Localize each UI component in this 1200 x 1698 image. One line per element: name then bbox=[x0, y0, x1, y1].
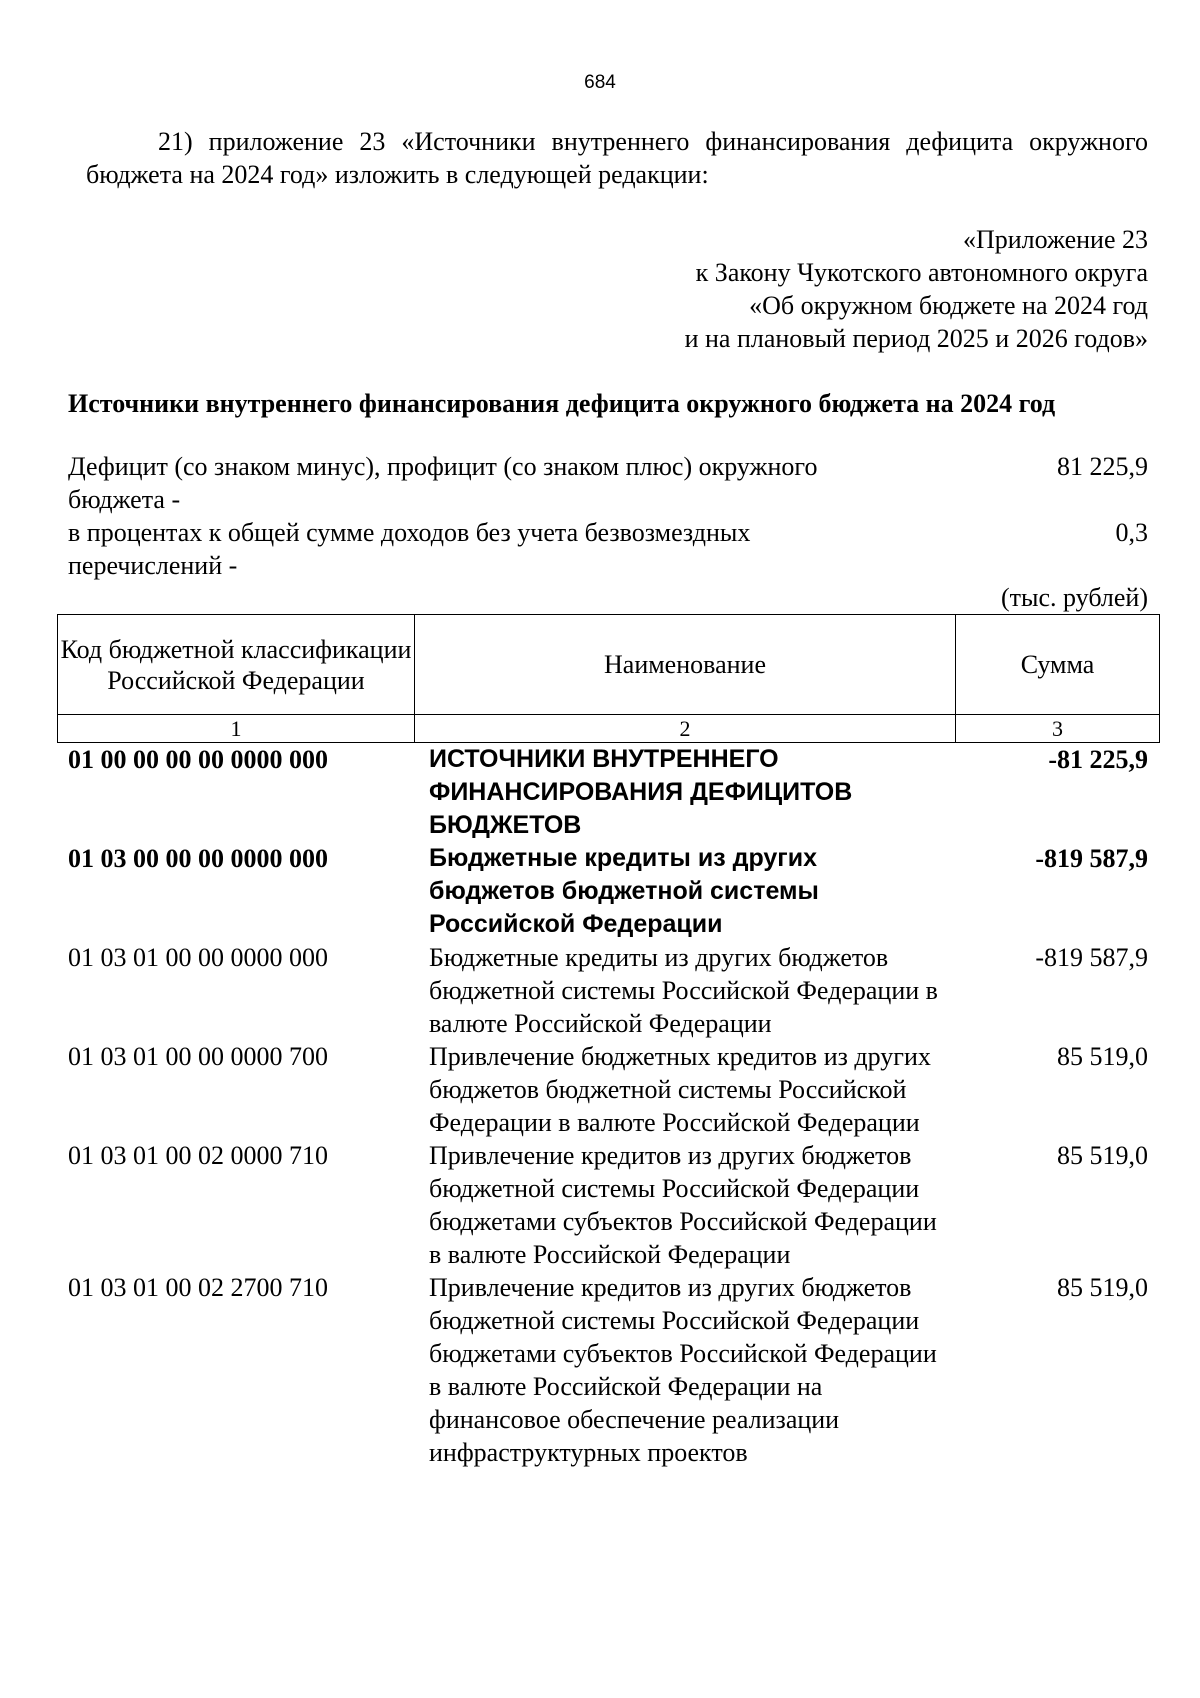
header-amount: Сумма bbox=[956, 615, 1160, 715]
column-number: 1 bbox=[58, 715, 415, 743]
column-number: 2 bbox=[415, 715, 956, 743]
deficit-summary bbox=[68, 450, 1148, 516]
row-code: 01 03 01 00 02 2700 710 bbox=[68, 1273, 328, 1302]
table-body bbox=[57, 743, 1160, 1469]
row-name: Привлечение кредитов из других бюджетов бюджетной системы Российской Федерации бюджетами субъектов Российской Федерации в валюте Российской Федерации на финансовое обеспечение реализации инфраструктурных проектов bbox=[429, 1273, 937, 1467]
column-number: 3 bbox=[956, 715, 1160, 743]
row-name: Бюджетные кредиты из других бюджетов бюджетной системы Российской Федерации bbox=[429, 844, 819, 938]
table-row bbox=[57, 743, 1160, 842]
row-name: Привлечение бюджетных кредитов из других бюджетов бюджетной системы Российской Федерации в валюте Российской Федерации bbox=[429, 1042, 931, 1137]
header-name: Наименование bbox=[415, 615, 956, 715]
table-row bbox=[57, 1040, 1160, 1139]
row-name: Бюджетные кредиты из других бюджетов бюджетной системы Российской Федерации в валюте Российской Федерации bbox=[429, 943, 938, 1038]
row-code: 01 00 00 00 00 0000 000 bbox=[68, 745, 328, 774]
deficit-label: Дефицит (со знаком минус), профицит (со знаком плюс) окружного бюджета - bbox=[68, 452, 818, 514]
table-header bbox=[57, 614, 1160, 743]
row-name: ИСТОЧНИКИ ВНУТРЕННЕГО ФИНАНСИРОВАНИЯ ДЕФИЦИТОВ БЮДЖЕТОВ bbox=[429, 745, 853, 839]
appendix-ref-line: «Об окружном бюджете на 2024 год bbox=[749, 291, 1148, 320]
appendix-ref-line: к Закону Чукотского автономного округа bbox=[695, 258, 1148, 287]
row-code: 01 03 01 00 00 0000 000 bbox=[68, 943, 328, 972]
intro-paragraph: 21) приложение 23 «Источники внутреннего финансирования дефицита окружного бюджета на 2024 год» изложить в следующей редакции: bbox=[86, 127, 1148, 189]
row-amount: 85 519,0 bbox=[1057, 1273, 1148, 1302]
row-code: 01 03 01 00 02 0000 710 bbox=[68, 1141, 328, 1170]
percent-summary bbox=[68, 516, 1148, 582]
table-row bbox=[57, 842, 1160, 941]
page-number: 684 bbox=[584, 72, 616, 93]
deficit-value: 81 225,9 bbox=[1057, 452, 1148, 481]
table-row bbox=[57, 1271, 1160, 1469]
row-amount: 85 519,0 bbox=[1057, 1141, 1148, 1170]
appendix-reference bbox=[685, 223, 1148, 355]
document-title: Источники внутреннего финансирования дефицита окружного бюджета на 2024 год bbox=[68, 389, 1056, 418]
appendix-ref-line: и на плановый период 2025 и 2026 годов» bbox=[684, 324, 1148, 353]
table-row bbox=[57, 1139, 1160, 1271]
row-code: 01 03 01 00 00 0000 700 bbox=[68, 1042, 328, 1071]
appendix-ref-line: «Приложение 23 bbox=[962, 225, 1148, 254]
row-amount: -819 587,9 bbox=[1035, 844, 1148, 873]
units-label: (тыс. рублей) bbox=[1000, 583, 1148, 612]
row-amount: -81 225,9 bbox=[1048, 745, 1148, 774]
row-amount: -819 587,9 bbox=[1035, 943, 1148, 972]
row-name: Привлечение кредитов из других бюджетов бюджетной системы Российской Федерации бюджетами субъектов Российской Федерации в валюте Российской Федерации bbox=[429, 1141, 937, 1269]
percent-value: 0,3 bbox=[1115, 518, 1148, 547]
table-row bbox=[57, 941, 1160, 1040]
percent-label: в процентах к общей сумме доходов без учета безвозмездных перечислений - bbox=[68, 518, 751, 580]
row-code: 01 03 00 00 00 0000 000 bbox=[68, 844, 328, 873]
header-code: Код бюджетной классификации Российской Федерации bbox=[58, 615, 415, 715]
row-amount: 85 519,0 bbox=[1057, 1042, 1148, 1071]
